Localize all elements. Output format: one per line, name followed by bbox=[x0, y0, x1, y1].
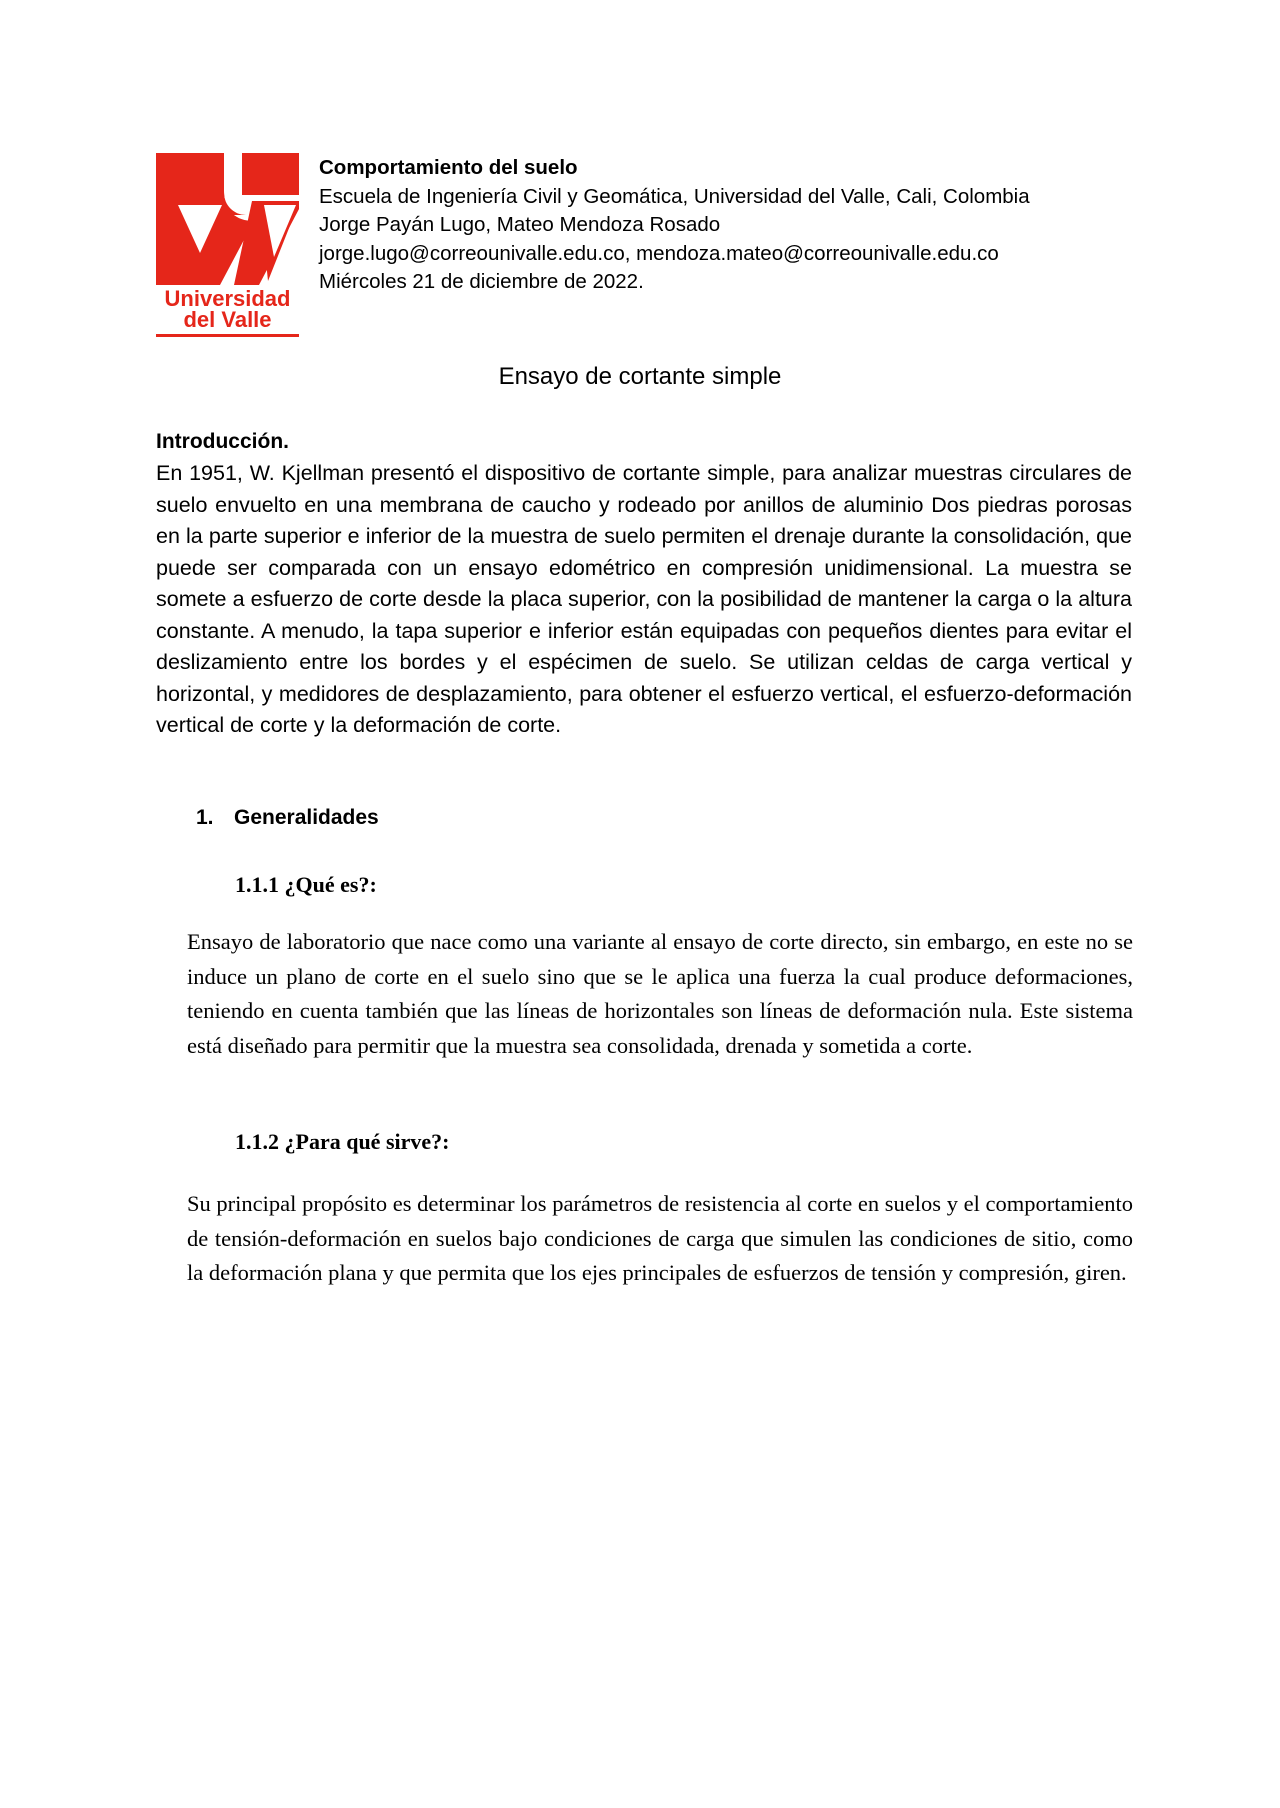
logo-text-line1: Universidad bbox=[164, 286, 291, 311]
course-name: Comportamiento del suelo bbox=[319, 156, 578, 179]
section-number: 1. bbox=[196, 806, 214, 829]
section-heading bbox=[196, 804, 379, 832]
section-title: Generalidades bbox=[234, 806, 379, 829]
document-date: Miércoles 21 de diciembre de 2022. bbox=[319, 270, 644, 293]
header-info bbox=[319, 154, 1219, 297]
subsection-paragraph-para-que-sirve: Su principal propósito es determinar los parámetros de resistencia al corte en suelos y el comportamiento de tensión-deformación en suelos bajo condiciones de carga que simulen las condiciones de sitio, como la deformación plana y que permita que los ejes principales de esfuerzos de tensión y compresión, giren. bbox=[187, 1191, 1133, 1285]
school-name: Escuela de Ingeniería Civil y Geomática, Universidad del Valle, Cali, Colombia bbox=[319, 184, 1030, 208]
subsection-heading-para-que-sirve: 1.1.2 ¿Para qué sirve?: bbox=[235, 1129, 450, 1154]
univalle-emblem-icon bbox=[156, 153, 299, 338]
introduction-heading: Introducción. bbox=[156, 430, 289, 453]
subsection-heading-que-es: 1.1.1 ¿Qué es?: bbox=[235, 872, 377, 897]
authors: Jorge Payán Lugo, Mateo Mendoza Rosado bbox=[319, 213, 721, 236]
document-title: Ensayo de cortante simple bbox=[498, 363, 782, 390]
introduction-paragraph: En 1951, W. Kjellman presentó el dispositivo de cortante simple, para analizar muestras circulares de suelo envuelto en una membrana de caucho y rodeado por anillos de aluminio Dos piedras porosas en la parte superior e inferior de la muestra de suelo permiten el drenaje durante la consolidación, que puede ser comparada con un ensayo edométrico en compresión unidimensional. La muestra se somete a esfuerzo de corte desde la placa superior, con la posibilidad de mantener la carga o la altura constante. A menudo, la tapa superior e inferior están equipadas con pequeños dientes para evitar el deslizamiento entre los bordes y el espécimen de suelo. Se utilizan celdas de carga vertical y horizontal, y medidores de desplazamiento, para obtener el esfuerzo vertical, el esfuerzo-deformación vertical de corte y la deformación de corte. bbox=[156, 461, 1132, 737]
subsection-paragraph-que-es: Ensayo de laboratorio que nace como una variante al ensayo de corte directo, sin embargo, en este no se induce un plano de corte en el suelo sino que se le aplica una fuerza la cual produce deformaciones, teniendo en cuenta también que las líneas de horizontales son líneas de deformación nula. Este sistema está diseñado para permitir que la muestra sea consolidada, drenada y sometida a corte. bbox=[187, 929, 1133, 1058]
university-logo bbox=[156, 153, 299, 338]
logo-text-line2: del Valle bbox=[183, 307, 272, 332]
author-emails: jorge.lugo@correounivalle.edu.co, mendoza.mateo@correounivalle.edu.co bbox=[319, 241, 999, 265]
